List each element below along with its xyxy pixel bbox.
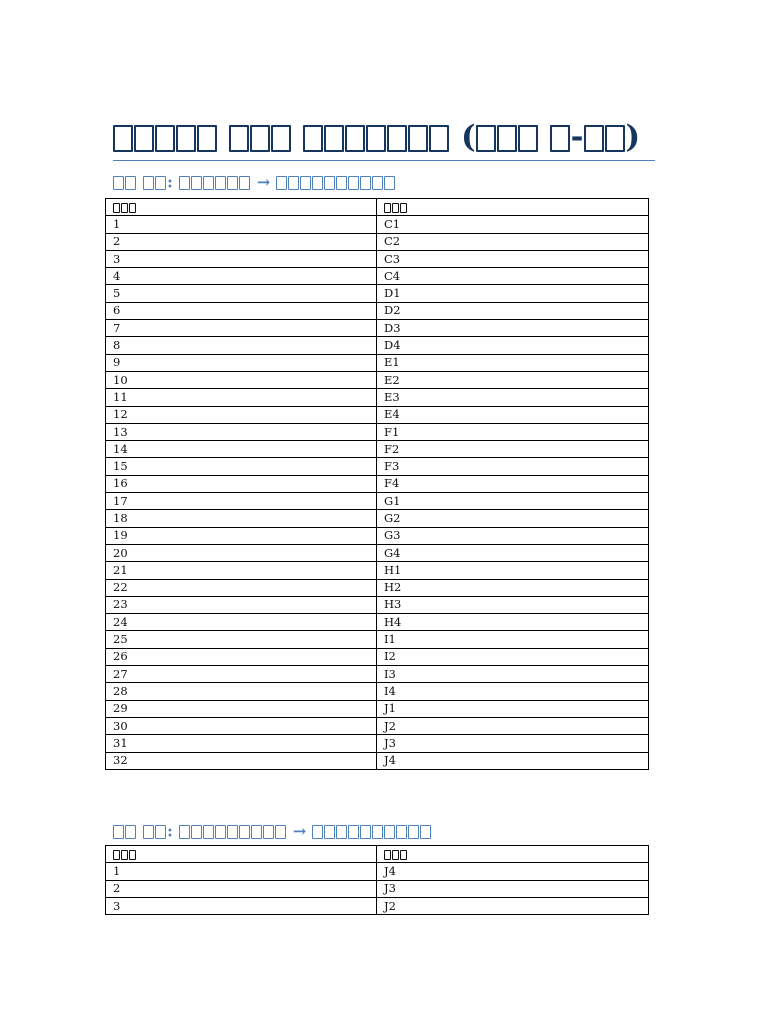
- table-row: [106, 320, 649, 337]
- table-row: [106, 897, 649, 914]
- row-number-cell: 5: [106, 285, 377, 302]
- row-number-cell: 21: [106, 562, 377, 579]
- cell-code: J3: [377, 735, 649, 752]
- unrendered-glyph: [372, 176, 383, 190]
- table-row: [106, 683, 649, 700]
- row-number-cell: 14: [106, 441, 377, 458]
- cell-code: D1: [377, 285, 649, 302]
- unrendered-glyph: [113, 125, 133, 152]
- row-number-cell: 12: [106, 406, 377, 423]
- heading-colon: :: [167, 172, 173, 192]
- unrendered-glyph: [227, 825, 238, 839]
- cell-code: E4: [377, 406, 649, 423]
- mapping-table-1: [105, 198, 649, 770]
- unrendered-glyph: [300, 176, 311, 190]
- row-number-cell: 10: [106, 371, 377, 388]
- unrendered-glyph: [497, 125, 517, 152]
- row-number-cell: 30: [106, 717, 377, 734]
- table-row: [106, 614, 649, 631]
- row-number-cell: 29: [106, 700, 377, 717]
- unrendered-glyph: [229, 125, 249, 152]
- unrendered-glyph: [271, 125, 291, 152]
- row-number-cell: 17: [106, 493, 377, 510]
- table-header-row: [106, 846, 649, 863]
- unrendered-glyph: [275, 825, 286, 839]
- table-row: [106, 544, 649, 561]
- table-row: [106, 562, 649, 579]
- cell-code: J2: [377, 717, 649, 734]
- cell-code: H3: [377, 596, 649, 613]
- unrendered-glyph: [384, 176, 395, 190]
- row-number-cell: 24: [106, 614, 377, 631]
- table-row: [106, 250, 649, 267]
- unrendered-glyph: [408, 125, 428, 152]
- unrendered-glyph: [366, 125, 386, 152]
- table-row: [106, 268, 649, 285]
- cell-code: G4: [377, 544, 649, 561]
- row-number-cell: 1: [106, 216, 377, 233]
- row-number-cell: 26: [106, 648, 377, 665]
- unrendered-glyph: [155, 825, 166, 839]
- unrendered-glyph: [392, 850, 399, 860]
- unrendered-glyph: [324, 176, 335, 190]
- table-row: [106, 666, 649, 683]
- row-number-cell: 15: [106, 458, 377, 475]
- table-row: [106, 880, 649, 897]
- row-number-cell: 28: [106, 683, 377, 700]
- table-row: [106, 493, 649, 510]
- unrendered-glyph: [384, 203, 391, 213]
- unrendered-glyph: [384, 850, 391, 860]
- cell-code: F1: [377, 423, 649, 440]
- table-row: [106, 648, 649, 665]
- table-row: [106, 371, 649, 388]
- table-row: [106, 863, 649, 880]
- unrendered-glyph: [215, 825, 226, 839]
- cell-code: I1: [377, 631, 649, 648]
- unrendered-glyph: [312, 176, 323, 190]
- title-paren-open: (: [461, 118, 476, 155]
- table-header-row: [106, 199, 649, 216]
- unrendered-glyph: [408, 825, 419, 839]
- unrendered-glyph: [396, 825, 407, 839]
- row-number-cell: 11: [106, 389, 377, 406]
- row-number-cell: 4: [106, 268, 377, 285]
- arrow-icon: →: [256, 172, 271, 192]
- cell-code: I2: [377, 648, 649, 665]
- table-row: [106, 579, 649, 596]
- cell-code: D3: [377, 320, 649, 337]
- unrendered-glyph: [324, 825, 335, 839]
- unrendered-glyph: [134, 125, 154, 152]
- unrendered-glyph: [550, 125, 570, 152]
- cell-code: F2: [377, 441, 649, 458]
- cell-code: J1: [377, 700, 649, 717]
- unrendered-glyph: [360, 825, 371, 839]
- unrendered-glyph: [179, 825, 190, 839]
- row-number-cell: 32: [106, 752, 377, 769]
- row-number-cell: 6: [106, 302, 377, 319]
- unrendered-glyph: [392, 203, 399, 213]
- column-header-right: [377, 199, 649, 216]
- row-number-cell: 19: [106, 527, 377, 544]
- unrendered-glyph: [155, 125, 175, 152]
- table-row: [106, 596, 649, 613]
- row-number-cell: 23: [106, 596, 377, 613]
- unrendered-glyph: [348, 176, 359, 190]
- unrendered-glyph: [191, 176, 202, 190]
- row-number-cell: 13: [106, 423, 377, 440]
- unrendered-glyph: [476, 125, 496, 152]
- table-row: [106, 752, 649, 769]
- unrendered-glyph: [372, 825, 383, 839]
- table-row: [106, 510, 649, 527]
- cell-code: H1: [377, 562, 649, 579]
- row-number-cell: 20: [106, 544, 377, 561]
- cell-code: F3: [377, 458, 649, 475]
- cell-code: J3: [377, 880, 649, 897]
- unrendered-glyph: [121, 203, 128, 213]
- cell-code: H2: [377, 579, 649, 596]
- cell-code: I4: [377, 683, 649, 700]
- table-row: [106, 527, 649, 544]
- cell-code: C2: [377, 233, 649, 250]
- cell-code: D4: [377, 337, 649, 354]
- table-row: [106, 475, 649, 492]
- unrendered-glyph: [263, 825, 274, 839]
- unrendered-glyph: [227, 176, 238, 190]
- unrendered-glyph: [324, 125, 344, 152]
- unrendered-glyph: [420, 825, 431, 839]
- page-title: [113, 117, 655, 161]
- cell-code: J4: [377, 863, 649, 880]
- unrendered-glyph: [384, 825, 395, 839]
- mapping-table-2: [105, 845, 649, 915]
- table-row: [106, 302, 649, 319]
- cell-code: G1: [377, 493, 649, 510]
- cell-code: J4: [377, 752, 649, 769]
- unrendered-glyph: [239, 176, 250, 190]
- unrendered-glyph: [179, 176, 190, 190]
- unrendered-glyph: [215, 176, 226, 190]
- unrendered-glyph: [288, 176, 299, 190]
- table-row: [106, 389, 649, 406]
- unrendered-glyph: [251, 825, 262, 839]
- row-number-cell: 27: [106, 666, 377, 683]
- row-number-cell: 18: [106, 510, 377, 527]
- column-header-right: [377, 846, 649, 863]
- unrendered-glyph: [336, 825, 347, 839]
- cell-code: I3: [377, 666, 649, 683]
- unrendered-glyph: [400, 850, 407, 860]
- unrendered-glyph: [239, 825, 250, 839]
- unrendered-glyph: [518, 125, 538, 152]
- unrendered-glyph: [197, 125, 217, 152]
- cell-code: F4: [377, 475, 649, 492]
- cell-code: C1: [377, 216, 649, 233]
- unrendered-glyph: [125, 825, 136, 839]
- row-number-cell: 3: [106, 250, 377, 267]
- unrendered-glyph: [336, 176, 347, 190]
- table-row: [106, 406, 649, 423]
- table-row: [106, 423, 649, 440]
- unrendered-glyph: [129, 850, 136, 860]
- section-2-heading: [113, 820, 432, 843]
- cell-code: C4: [377, 268, 649, 285]
- cell-code: G3: [377, 527, 649, 544]
- table-row: [106, 441, 649, 458]
- unrendered-glyph: [203, 825, 214, 839]
- unrendered-glyph: [276, 176, 287, 190]
- row-number-cell: 31: [106, 735, 377, 752]
- cell-code: H4: [377, 614, 649, 631]
- cell-code: E1: [377, 354, 649, 371]
- unrendered-glyph: [125, 176, 136, 190]
- unrendered-glyph: [360, 176, 371, 190]
- row-number-cell: 2: [106, 880, 377, 897]
- unrendered-glyph: [129, 203, 136, 213]
- unrendered-glyph: [113, 825, 124, 839]
- cell-code: E3: [377, 389, 649, 406]
- unrendered-glyph: [155, 176, 166, 190]
- unrendered-glyph: [387, 125, 407, 152]
- unrendered-glyph: [113, 850, 120, 860]
- unrendered-glyph: [312, 825, 323, 839]
- row-number-cell: 9: [106, 354, 377, 371]
- row-number-cell: 3: [106, 897, 377, 914]
- row-number-cell: 7: [106, 320, 377, 337]
- heading-colon: :: [167, 821, 173, 841]
- unrendered-glyph: [400, 203, 407, 213]
- table-row: [106, 216, 649, 233]
- title-paren-close: ): [625, 118, 641, 155]
- unrendered-glyph: [113, 176, 124, 190]
- unrendered-glyph: [143, 176, 154, 190]
- row-number-cell: 8: [106, 337, 377, 354]
- cell-code: J2: [377, 897, 649, 914]
- section-1-heading: [113, 171, 396, 194]
- table-row: [106, 458, 649, 475]
- row-number-cell: 1: [106, 863, 377, 880]
- table-row: [106, 285, 649, 302]
- cell-code: C3: [377, 250, 649, 267]
- unrendered-glyph: [584, 125, 604, 152]
- unrendered-glyph: [303, 125, 323, 152]
- unrendered-glyph: [348, 825, 359, 839]
- unrendered-glyph: [203, 176, 214, 190]
- unrendered-glyph: [250, 125, 270, 152]
- unrendered-glyph: [345, 125, 365, 152]
- table-row: [106, 717, 649, 734]
- table-row: [106, 735, 649, 752]
- unrendered-glyph: [191, 825, 202, 839]
- column-header-left: [106, 846, 377, 863]
- arrow-icon: →: [292, 821, 307, 841]
- title-dash: -: [570, 118, 584, 155]
- table-row: [106, 700, 649, 717]
- cell-code: E2: [377, 371, 649, 388]
- cell-code: G2: [377, 510, 649, 527]
- unrendered-glyph: [429, 125, 449, 152]
- table-row: [106, 631, 649, 648]
- column-header-left: [106, 199, 377, 216]
- table-row: [106, 354, 649, 371]
- unrendered-glyph: [143, 825, 154, 839]
- cell-code: D2: [377, 302, 649, 319]
- row-number-cell: 22: [106, 579, 377, 596]
- row-number-cell: 16: [106, 475, 377, 492]
- unrendered-glyph: [176, 125, 196, 152]
- unrendered-glyph: [113, 203, 120, 213]
- unrendered-glyph: [121, 850, 128, 860]
- table-row: [106, 337, 649, 354]
- table-row: [106, 233, 649, 250]
- row-number-cell: 25: [106, 631, 377, 648]
- unrendered-glyph: [605, 125, 625, 152]
- row-number-cell: 2: [106, 233, 377, 250]
